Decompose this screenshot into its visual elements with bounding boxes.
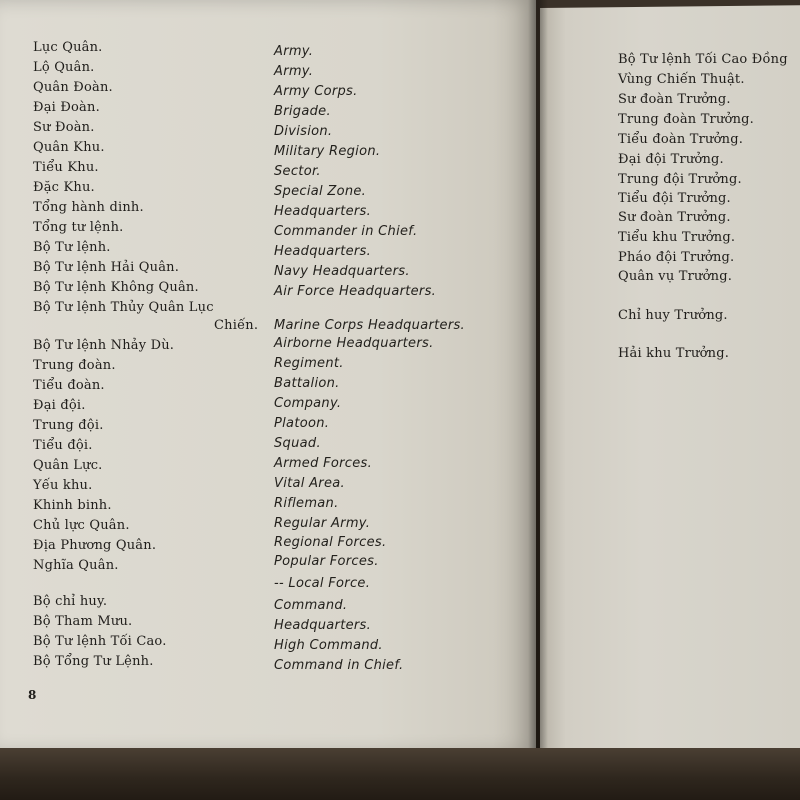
- vi-term: Tổng tư lệnh.: [33, 220, 124, 235]
- en-term: Headquarters.: [274, 204, 372, 219]
- page-bottom-edge: [0, 748, 800, 800]
- vi-term: Bộ Tham Mưu.: [33, 614, 133, 629]
- right-term: Trung đoàn Trưởng.: [618, 112, 754, 127]
- vi-term: Bộ Tư lệnh Thủy Quân Lục: [33, 300, 214, 315]
- vi-term: Đại Đoàn.: [33, 100, 100, 115]
- vi-term: Bộ Tư lệnh Hải Quân.: [33, 260, 180, 275]
- vi-term-continuation: Chiến.: [214, 318, 259, 333]
- vi-term: Đại đội.: [33, 398, 86, 413]
- en-term: Regular Army.: [274, 516, 371, 531]
- en-term: Battalion.: [274, 376, 340, 391]
- vi-term: Quân Đoàn.: [33, 80, 113, 95]
- vi-term: Lộ Quân.: [33, 60, 95, 75]
- right-term: Tiểu đội Trưởng.: [618, 191, 731, 206]
- vi-term: Quân Lực.: [33, 458, 103, 473]
- vi-term: Địa Phương Quân.: [33, 538, 157, 553]
- en-term: Army.: [274, 44, 314, 59]
- page-number: 8: [28, 688, 37, 702]
- en-term: Air Force Headquarters.: [274, 284, 437, 299]
- vi-term: Sư Đoàn.: [33, 120, 95, 135]
- right-term: Tiểu khu Trưởng.: [618, 230, 736, 245]
- en-term: Airborne Headquarters.: [274, 336, 434, 351]
- right-term: Hải khu Trưởng.: [618, 346, 730, 361]
- en-term: Regiment.: [274, 356, 344, 371]
- book-gutter: [528, 0, 548, 760]
- vi-term: Khinh binh.: [33, 498, 112, 513]
- vi-term: Tiểu đoàn.: [33, 378, 105, 393]
- en-term: Special Zone.: [274, 184, 367, 199]
- en-term: Army.: [274, 64, 314, 79]
- en-term: Military Region.: [274, 144, 381, 159]
- vi-term: Bộ chỉ huy.: [33, 594, 108, 609]
- vi-term: Trung đội.: [33, 418, 104, 433]
- en-term: Platoon.: [274, 416, 330, 431]
- vi-term: Trung đoàn.: [33, 358, 116, 373]
- en-term: Sector.: [274, 164, 321, 179]
- vi-term: Bộ Tư lệnh Không Quân.: [33, 280, 199, 295]
- vi-term: Bộ Tổng Tư Lệnh.: [33, 654, 154, 669]
- en-term: Command in Chief.: [274, 658, 404, 673]
- right-term: Sư đoàn Trưởng.: [618, 210, 731, 225]
- right-term: Vùng Chiến Thuật.: [618, 72, 745, 87]
- vi-term: Bộ Tư lệnh Tối Cao.: [33, 634, 167, 649]
- vi-term: Tiểu đội.: [33, 438, 93, 453]
- right-term: Trung đội Trưởng.: [618, 172, 742, 187]
- vi-term: Quân Khu.: [33, 140, 105, 155]
- vi-term: Lục Quân.: [33, 40, 103, 55]
- right-term: Chỉ huy Trưởng.: [618, 308, 728, 323]
- vi-term: Chủ lực Quân.: [33, 518, 130, 533]
- right-term: Đại đội Trưởng.: [618, 152, 724, 167]
- en-term: -- Local Force.: [274, 576, 371, 591]
- right-term: Pháo đội Trưởng.: [618, 250, 735, 265]
- en-term: Command.: [274, 598, 348, 613]
- vi-term: Yếu khu.: [33, 478, 93, 493]
- en-term: Regional Forces.: [274, 535, 387, 550]
- en-term: Marine Corps Headquarters.: [274, 318, 465, 333]
- en-term: Popular Forces.: [274, 554, 379, 569]
- en-term: Rifleman.: [274, 496, 339, 511]
- vi-term: Bộ Tư lệnh Nhảy Dù.: [33, 338, 175, 353]
- en-term: Division.: [274, 124, 333, 139]
- right-term: Bộ Tư lệnh Tối Cao Đồng: [618, 52, 788, 67]
- en-term: Brigade.: [274, 104, 331, 119]
- vi-term: Đặc Khu.: [33, 180, 95, 195]
- en-term: Squad.: [274, 436, 321, 451]
- right-term: Tiểu đoàn Trưởng.: [618, 132, 744, 147]
- en-term: Headquarters.: [274, 244, 372, 259]
- en-term: Commander in Chief.: [274, 224, 418, 239]
- vi-term: Bộ Tư lệnh.: [33, 240, 111, 255]
- en-term: Headquarters.: [274, 618, 372, 633]
- vi-term: Tiểu Khu.: [33, 160, 99, 175]
- en-term: Army Corps.: [274, 84, 358, 99]
- en-term: Navy Headquarters.: [274, 264, 410, 279]
- vi-term: Nghĩa Quân.: [33, 558, 119, 573]
- right-term: Quân vụ Trưởng.: [618, 269, 733, 284]
- en-term: Company.: [274, 396, 342, 411]
- right-term: Sư đoàn Trưởng.: [618, 92, 731, 107]
- en-term: Armed Forces.: [274, 456, 373, 471]
- en-term: Vital Area.: [274, 476, 345, 491]
- en-term: High Command.: [274, 638, 383, 653]
- vi-term: Tổng hành dinh.: [33, 200, 144, 215]
